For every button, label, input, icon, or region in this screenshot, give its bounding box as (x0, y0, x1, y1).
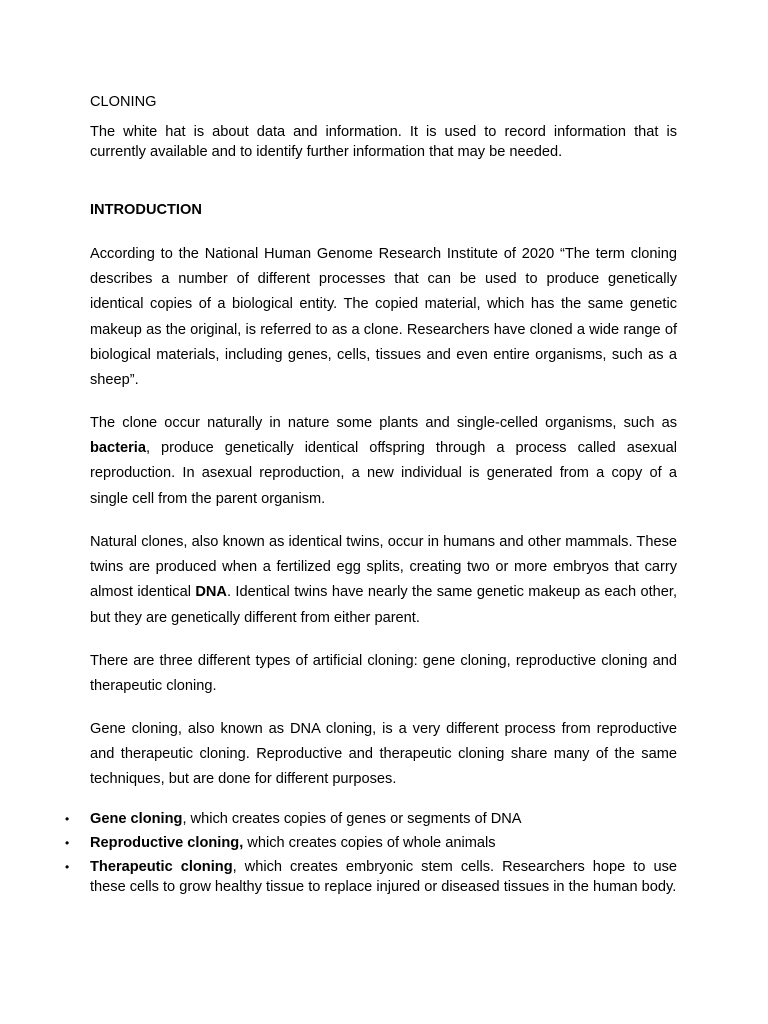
bullet-icon: • (65, 812, 70, 826)
bullet-icon: • (65, 860, 70, 874)
list-item-text: , which creates copies of genes or segments of DNA (182, 811, 522, 827)
list-item (65, 857, 677, 897)
list-item-term: Gene cloning (90, 811, 183, 827)
paragraph-text: Natural clones, also known as identical twins, occur in humans and other mammals. These twins are produced when a fertilized egg splits, creating two or more embryos that carry almost identical (90, 534, 677, 601)
cloning-types-list (65, 809, 677, 901)
list-item-term: Therapeutic cloning (90, 859, 233, 875)
paragraph-text: , produce genetically identical offspring through a process called asexual reproduction. In asexual reproduction, a new individual is generated from a copy of a single cell from the parent organism. (90, 440, 677, 507)
bold-term-dna: DNA (195, 584, 227, 601)
document-title: CLONING (90, 94, 157, 110)
paragraph-natural-clones-bacteria (90, 411, 677, 512)
paragraph-text: The clone occur naturally in nature some plants and single-celled organisms, such as (90, 415, 677, 431)
paragraph-types-of-cloning: There are three different types of artificial cloning: gene cloning, reproductive cloning and therapeutic cloning. (90, 653, 677, 695)
paragraph-gene-cloning: Gene cloning, also known as DNA cloning, is a very different process from reproductive and therapeutic cloning. Reproductive and therapeutic cloning share many of the same techniques, but are done for different purposes. (90, 721, 677, 788)
list-item-text: , which creates embryonic stem cells. Researchers hope to use these cells to grow healthy tissue to replace injured or diseased tissues in the human body. (90, 859, 677, 895)
list-item-text: which creates copies of whole animals (243, 835, 496, 851)
paragraph-text: . Identical twins have nearly the same genetic makeup as each other, but they are genetically different from either parent. (90, 584, 677, 626)
lead-paragraph: The white hat is about data and information. It is used to record information that is currently available and to identify further information that may be needed. (90, 124, 677, 160)
list-item-term: Reproductive cloning, (90, 835, 244, 851)
bold-term-bacteria: bacteria (90, 440, 146, 457)
paragraph-identical-twins (90, 530, 677, 631)
section-heading-introduction: INTRODUCTION (90, 202, 202, 218)
paragraph-definition: According to the National Human Genome Research Institute of 2020 “The term cloning describes a number of different processes that can be used to produce genetically identical copies of a biological entity. The copied material, which has the same genetic makeup as the original, is referred to as a clone. Researchers have cloned a wide range of biological materials, including genes, cells, tissues and even entire organisms, such as a sheep”. (90, 246, 677, 389)
list-item (65, 809, 677, 829)
bullet-icon: • (65, 836, 70, 850)
list-item (65, 833, 677, 853)
